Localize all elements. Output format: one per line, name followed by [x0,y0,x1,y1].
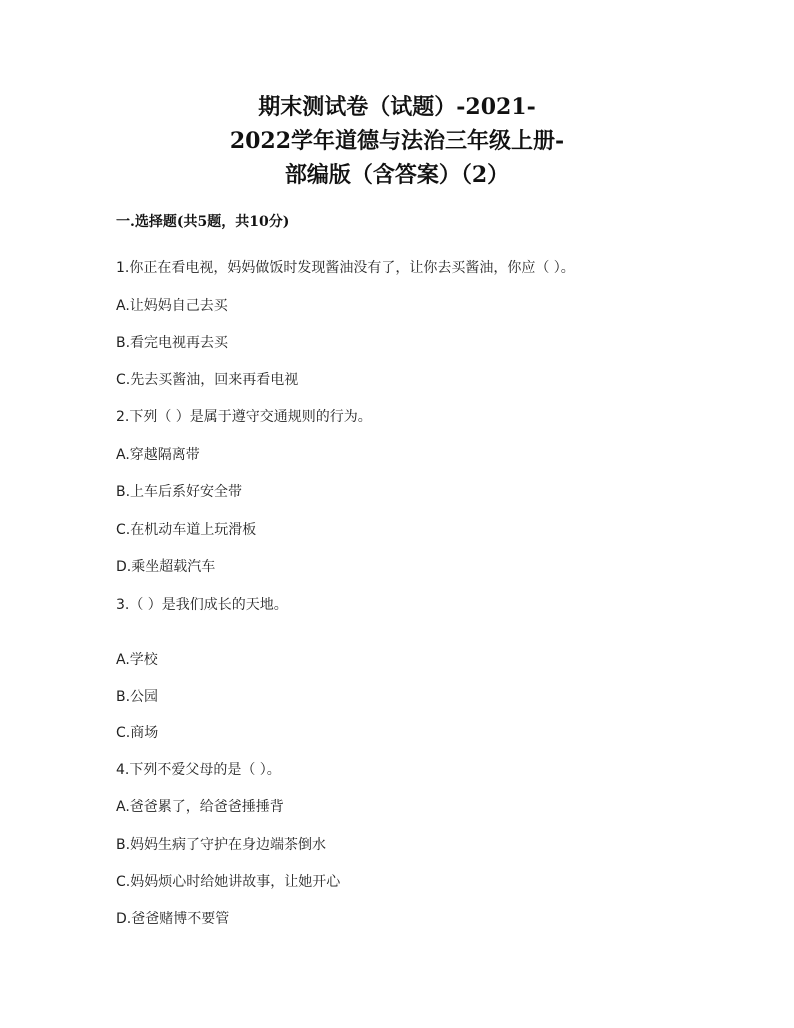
title-line-2: 2022学年道德与法治三年级上册- [229,128,565,154]
option-2c: C.在机动车道上玩滑板 [116,522,257,538]
option-2b: B.上车后系好安全带 [116,484,243,500]
option-1b: B.看完电视再去买 [116,335,229,351]
option-4b: B.妈妈生病了守护在身边端茶倒水 [116,837,327,853]
option-3a: A.学校 [116,652,158,668]
title-line-3: 部编版（含答案）（2） [284,162,510,188]
option-1c: C.先去买酱油，回来再看电视 [116,372,299,388]
question-2: 2.下列（ ）是属于遵守交通规则的行为。 [116,409,372,425]
question-1: 1.你正在看电视，妈妈做饭时发现酱油没有了，让你去买酱油，你应（ ）。 [116,260,575,276]
option-2a: A.穿越隔离带 [116,447,200,463]
option-4c: C.妈妈烦心时给她讲故事，让她开心 [116,874,341,890]
option-2d: D.乘坐超载汽车 [116,559,216,575]
option-3c: C.商场 [116,725,159,741]
option-1a: A.让妈妈自己去买 [116,298,228,314]
option-3b: B.公园 [116,689,159,705]
question-3: 3.（ ）是我们成长的天地。 [116,597,288,613]
question-4: 4.下列不爱父母的是（ ）。 [116,762,281,778]
document-title [0,90,794,192]
section-heading: 一.选择题(共5题，共10分) [116,214,290,230]
option-4a: A.爸爸累了，给爸爸捶捶背 [116,799,284,815]
option-4d: D.爸爸赌博不要管 [116,911,230,927]
title-line-1: 期末测试卷（试题）-2021- [258,94,536,120]
